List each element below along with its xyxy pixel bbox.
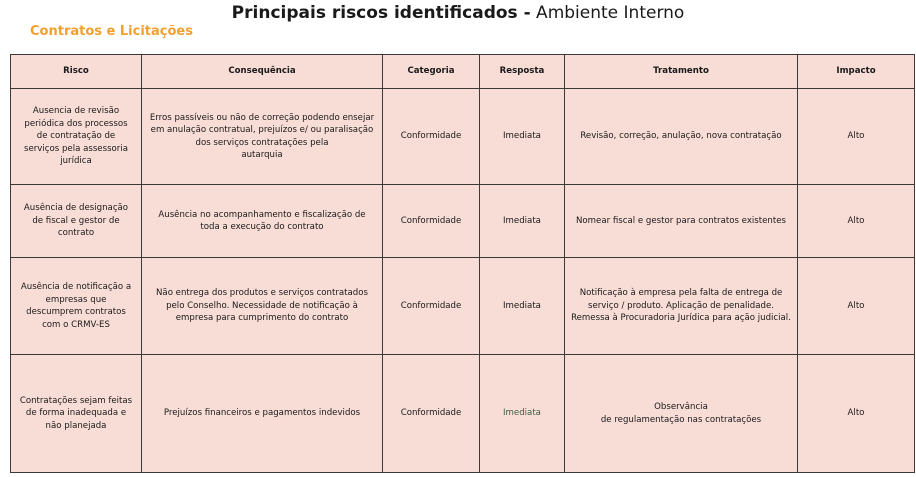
cell-tratamento: Nomear fiscal e gestor para contratos existentes bbox=[565, 185, 798, 258]
cell-risco: Ausência de notificação a empresas que descumprem contratos com o CRMV-ES bbox=[11, 258, 142, 355]
cell-categoria: Conformidade bbox=[383, 355, 480, 473]
cell-resposta: Imediata bbox=[480, 258, 565, 355]
cell-consequencia: Ausência no acompanhamento e fiscalização de toda a execução do contrato bbox=[142, 185, 383, 258]
cell-consequencia: Erros passíveis ou não de correção podendo ensejar em anulação contratual, prejuízos e/ ou paralisação dos serviços contratações pela autarquia bbox=[142, 89, 383, 185]
cell-tratamento: Revisão, correção, anulação, nova contratação bbox=[565, 89, 798, 185]
cell-tratamento: Observância de regulamentação nas contratações bbox=[565, 355, 798, 473]
cell-categoria: Conformidade bbox=[383, 185, 480, 258]
table-row bbox=[11, 355, 915, 473]
cell-consequencia: Prejuízos financeiros e pagamentos indevidos bbox=[142, 355, 383, 473]
cell-tratamento: Notificação à empresa pela falta de entrega de serviço / produto. Aplicação de penalidade. Remessa à Procuradoria Jurídica para ação judicial. bbox=[565, 258, 798, 355]
page-title bbox=[0, 2, 916, 24]
table-header-row bbox=[11, 55, 915, 89]
cell-impacto: Alto bbox=[798, 355, 915, 473]
cell-risco: Ausencia de revisão periódica dos processos de contratação de serviços pela assessoria jurídica bbox=[11, 89, 142, 185]
cell-categoria: Conformidade bbox=[383, 258, 480, 355]
cell-impacto: Alto bbox=[798, 258, 915, 355]
cell-impacto: Alto bbox=[798, 185, 915, 258]
page-title-bold: Principais riscos identificados - bbox=[231, 3, 531, 23]
section-title: Contratos e Licitações bbox=[30, 24, 193, 39]
cell-impacto: Alto bbox=[798, 89, 915, 185]
table-row bbox=[11, 258, 915, 355]
table-row bbox=[11, 89, 915, 185]
risk-table bbox=[10, 54, 915, 473]
column-header-tratamento: Tratamento bbox=[565, 55, 798, 89]
cell-resposta: Imediata bbox=[480, 355, 565, 473]
cell-risco: Contratações sejam feitas de forma inadequada e não planejada bbox=[11, 355, 142, 473]
page-title-rest: Ambiente Interno bbox=[530, 3, 685, 23]
cell-consequencia: Não entrega dos produtos e serviços contratados pelo Conselho. Necessidade de notificação à empresa para cumprimento do contrato bbox=[142, 258, 383, 355]
cell-resposta: Imediata bbox=[480, 89, 565, 185]
cell-categoria: Conformidade bbox=[383, 89, 480, 185]
cell-resposta: Imediata bbox=[480, 185, 565, 258]
column-header-resposta: Resposta bbox=[480, 55, 565, 89]
column-header-consequencia: Consequência bbox=[142, 55, 383, 89]
column-header-categoria: Categoria bbox=[383, 55, 480, 89]
column-header-risco: Risco bbox=[11, 55, 142, 89]
cell-risco: Ausência de designação de fiscal e gestor de contrato bbox=[11, 185, 142, 258]
table-row bbox=[11, 185, 915, 258]
column-header-impacto: Impacto bbox=[798, 55, 915, 89]
